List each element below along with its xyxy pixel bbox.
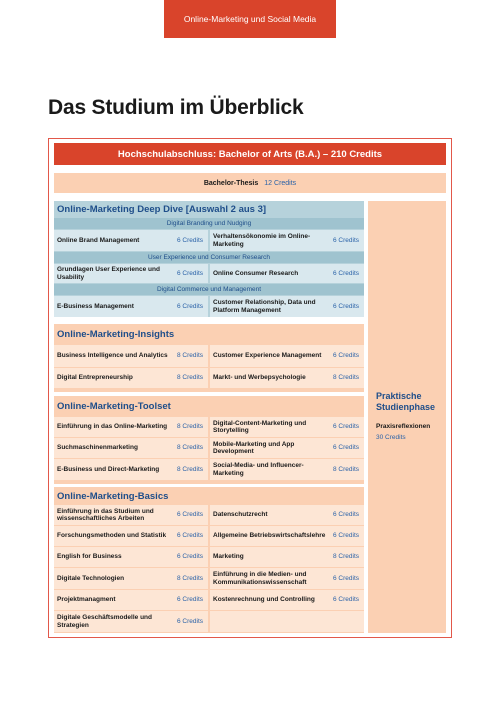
- module-credits: 6 Credits: [332, 511, 359, 519]
- module-credits: 8 Credits: [176, 374, 203, 382]
- table-row: [54, 611, 364, 632]
- module-cell: [54, 438, 208, 458]
- module-cell: [54, 547, 208, 567]
- module-cell: [54, 611, 208, 632]
- module-cell: [210, 505, 364, 525]
- page-title: Das Studium im Überblick: [48, 96, 304, 119]
- module-name: Digitale Technologien: [57, 574, 125, 582]
- module-cell: [210, 611, 364, 632]
- module-name: Datenschutzrecht: [213, 511, 268, 519]
- module-name: Forschungsmethoden und Statistik: [57, 532, 167, 540]
- module-cell: [210, 459, 364, 480]
- module-name: Digitale Geschäftsmodelle und Strategien: [57, 614, 152, 629]
- module-credits: 6 Credits: [176, 532, 203, 540]
- module-name: Customer Relationship, Data und Platform Management: [213, 299, 316, 314]
- table-row: [54, 438, 364, 458]
- module-cell: [210, 296, 364, 317]
- module-cell: [54, 230, 208, 251]
- thesis-credits: 12 Credits: [264, 179, 297, 187]
- module-credits: 6 Credits: [176, 553, 203, 561]
- module-credits: 6 Credits: [176, 511, 203, 519]
- module-name: Online Consumer Research: [213, 269, 299, 277]
- module-credits: 8 Credits: [332, 465, 359, 473]
- module-name: Digital Entrepreneurship: [57, 374, 133, 382]
- module-cell: [210, 417, 364, 437]
- module-cell: [210, 345, 364, 367]
- deep-dive-sub-1: Digital Branding und Nudging: [54, 218, 364, 229]
- module-cell: [54, 296, 208, 317]
- insights-title: Online-Marketing-Insights: [57, 329, 175, 340]
- module-cell: [54, 590, 208, 610]
- module-credits: 6 Credits: [176, 236, 203, 244]
- module-cell: [54, 368, 208, 388]
- thesis-label: Bachelor-Thesis: [203, 179, 259, 187]
- module-cell: [210, 590, 364, 610]
- module-cell: [210, 230, 364, 251]
- module-name: Einführung in das Online-Marketing: [57, 423, 168, 431]
- module-name: Social-Media- und Influencer-Marketing: [213, 462, 304, 477]
- module-credits: 6 Credits: [332, 236, 359, 244]
- table-row: [54, 296, 364, 317]
- deep-dive-title: Online-Marketing Deep Dive [Auswahl 2 aus 3]: [57, 204, 267, 215]
- module-name: Mobile-Marketing und App Development: [213, 440, 295, 455]
- module-credits: 6 Credits: [332, 532, 359, 540]
- module-cell: [54, 568, 208, 589]
- module-name: Digital-Content-Marketing und Storytelling: [213, 419, 307, 434]
- table-row: [54, 345, 364, 367]
- module-cell: [210, 526, 364, 546]
- module-credits: 8 Credits: [332, 374, 359, 382]
- deep-dive-sub-2: User Experience und Consumer Research: [54, 252, 364, 263]
- header-tab: Online-Marketing und Social Media: [164, 0, 336, 38]
- module-name: E-Business Management: [57, 302, 134, 310]
- module-name: Allgemeine Betriebswirtschaftslehre: [213, 532, 326, 540]
- module-name: E-Business und Direct-Marketing: [57, 465, 160, 473]
- basics-title: Online-Marketing-Basics: [57, 491, 169, 502]
- module-credits: 6 Credits: [332, 352, 359, 360]
- module-credits: 6 Credits: [332, 423, 359, 431]
- module-credits: 8 Credits: [176, 465, 203, 473]
- module-credits: 6 Credits: [176, 269, 203, 277]
- module-credits: 8 Credits: [176, 444, 203, 452]
- toolset-title: Online-Marketing-Toolset: [57, 401, 171, 412]
- table-row: [54, 459, 364, 480]
- module-credits: 6 Credits: [332, 269, 359, 277]
- module-name: Einführung in die Medien- und Kommunikationswissenschaft: [213, 571, 307, 586]
- module-name: Business Intelligence und Analytics: [57, 352, 168, 360]
- table-row: [54, 368, 364, 388]
- table-row: [54, 230, 364, 251]
- module-credits: 6 Credits: [176, 596, 203, 604]
- module-credits: 6 Credits: [332, 574, 359, 582]
- module-cell: [54, 526, 208, 546]
- table-row: [54, 568, 364, 589]
- module-credits: 8 Credits: [176, 352, 203, 360]
- module-name: Markt- und Werbepsychologie: [213, 374, 306, 382]
- module-name: Kostenrechnung und Controlling: [213, 596, 315, 604]
- module-credits: 6 Credits: [332, 444, 359, 452]
- thesis-bar: [54, 173, 446, 193]
- table-row: [54, 526, 364, 546]
- module-cell: [210, 264, 364, 283]
- module-credits: 8 Credits: [176, 423, 203, 431]
- module-name: Online Brand Management: [57, 236, 140, 244]
- table-row: [54, 264, 364, 283]
- module-name: Einführung in das Studium und wissenschaftliches Arbeiten: [57, 507, 154, 522]
- module-cell: [54, 417, 208, 437]
- practical-title: Praktische Studienphase: [376, 391, 436, 412]
- module-credits: 6 Credits: [332, 302, 359, 310]
- deep-dive-sub-3: Digital Commerce und Management: [54, 284, 364, 295]
- module-name: Projektmanagment: [57, 596, 116, 604]
- module-cell: [210, 568, 364, 589]
- module-cell: [210, 368, 364, 388]
- module-cell: [54, 505, 208, 525]
- module-credits: 6 Credits: [176, 617, 203, 625]
- module-cell: [54, 459, 208, 480]
- table-row: [54, 417, 364, 437]
- table-row: [54, 505, 364, 525]
- table-row: [54, 590, 364, 610]
- module-name: Grundlagen User Experience und Usability: [57, 266, 160, 281]
- module-cell: [54, 264, 208, 283]
- module-credits: 8 Credits: [332, 553, 359, 561]
- practical-item: Praxisreflexionen: [376, 423, 431, 430]
- table-row: [54, 547, 364, 567]
- practical-credits: 30 Credits: [376, 434, 406, 441]
- module-name: Suchmaschinenmarketing: [57, 444, 138, 452]
- module-cell: [210, 438, 364, 458]
- module-name: Verhaltensökonomie im Online-Marketing: [213, 233, 311, 248]
- module-name: English for Business: [57, 553, 122, 561]
- module-credits: 8 Credits: [176, 574, 203, 582]
- module-credits: 6 Credits: [332, 596, 359, 604]
- module-cell: [54, 345, 208, 367]
- module-credits: 6 Credits: [176, 302, 203, 310]
- module-cell: [210, 547, 364, 567]
- practical-phase: [368, 201, 446, 633]
- module-name: Customer Experience Management: [213, 352, 322, 360]
- degree-bar: Hochschulabschluss: Bachelor of Arts (B.A.) – 210 Credits: [54, 143, 446, 165]
- module-name: Marketing: [213, 553, 244, 561]
